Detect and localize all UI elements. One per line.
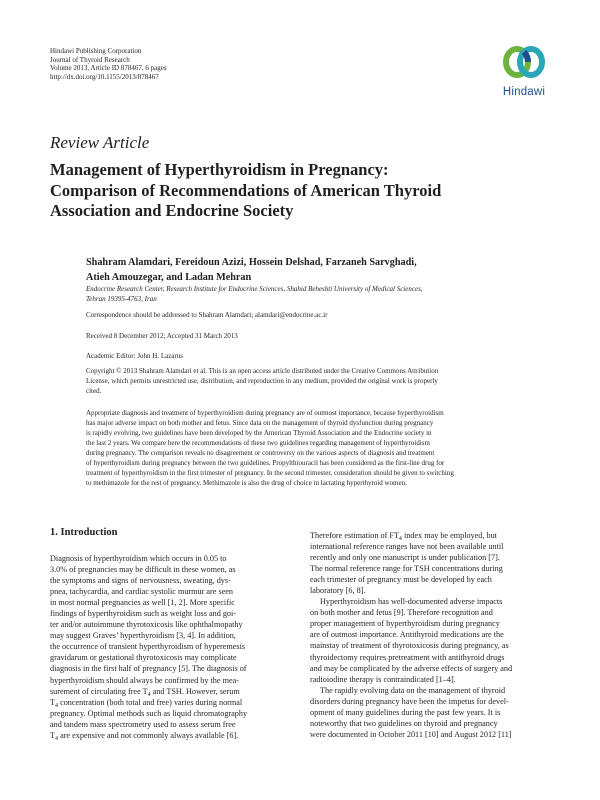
body-text-line [310,596,550,607]
affiliation-line: Tehran 19395-4763, Iran [86,294,157,303]
body-text: are of outmost importance. Antithyroid medications are the [310,630,504,640]
volume-info: Volume 2013, Article ID 878467, 6 pages [50,64,167,73]
body-text: proper management of hyperthyroidism during pregnancy [310,619,500,629]
abstract-line: Appropriate diagnosis and treatment of hyperthyroidism during pregnancy are of outmost importance, because hyperthyroidism [86,409,444,417]
body-text-line [310,563,550,574]
journal-name: Journal of Thyroid Research [50,55,130,64]
copyright-line: cited. [86,386,102,395]
body-text-line [50,597,290,608]
body-text: hyperthyroidism should always be confirmed by the mea- [50,675,239,685]
subscript: 4 [398,536,402,542]
body-text: surement of circulating free T [50,686,148,696]
author-line: Shahram Alamdari, Fereidoun Azizi, Hossein Delshad, Farzaneh Sarvghadi, [86,257,417,268]
body-text-line [310,685,550,696]
affiliation-line: Endocrine Research Center, Research Institute for Endocrine Sciences, Shahid Beheshti University of Medical Sciences, [86,285,423,293]
body-text-line [310,696,550,707]
abstract-line: treatment of hyperthyroidism in the first trimester of pregnancy. In the second trimester, consideration should be given to switching [86,468,454,477]
copyright-line: Copyright © 2013 Shahram Alamdari et al. This is an open access article distributed under the Creative Commons Attribution [86,367,439,375]
body-text-line [310,707,550,718]
body-text-line [310,718,550,729]
body-text: Hyperthyroidism has well-documented adverse impacts [320,597,503,607]
body-text-line [50,697,290,708]
body-text-line [50,719,290,730]
left-column [50,553,290,741]
body-text: thyroidectomy requires pretreatment with antithyroid drugs [310,652,505,662]
body-text-line [50,663,290,674]
body-text-line [50,630,290,641]
correspondence: Correspondence should be addressed to Shahram Alamdari; alamdari@endocrine.ac.ir [86,311,328,319]
body-text: T [50,730,56,740]
body-text: pnea, tachycardia, and cardiac systolic murmur are seen [50,587,233,597]
title-line: Association and Endocrine Society [50,201,294,220]
body-text-line [50,619,290,630]
body-text: index may be employed, but [401,531,497,540]
body-text: each trimester of pregnancy must be developed by each [310,575,492,585]
section-heading-introduction: 1. Introduction [50,527,118,538]
hindawi-logo [490,40,558,104]
body-text: concentration (both total and free) varies during normal [58,697,243,707]
logo-wordmark: Hindawi [502,86,546,98]
author-line: Atieh Amouzegar, and Ladan Mehran [86,271,252,283]
body-text: are expensive and not commonly always available [6]. [58,730,239,740]
abstract-line: the last 2 years. We compare here the recommendations of these two guidelines regarding management of hyperthyroidism [86,438,430,447]
subscript: 4 [55,702,59,709]
doi-link[interactable]: http://dx.doi.org/10.1155/2013/878467 [50,72,159,81]
body-text: in most normal pregnancies as well [1, 2]. More specific [50,598,235,608]
body-text-line [50,575,290,586]
body-text-line [50,553,290,564]
body-text-line [50,564,290,575]
body-text: Therefore estimation of FT [310,531,399,540]
body-text: the symptoms and signs of nervousness, sweating, dys- [50,576,231,586]
body-text-line [310,629,550,640]
body-text-line [310,640,550,651]
subscript: 4 [55,735,59,742]
body-text-line [50,730,290,741]
body-text: T [50,697,56,707]
body-text-line [310,530,550,541]
body-text: were documented in October 2011 [10] and August 2012 [11] [310,729,512,739]
publisher-info [50,47,167,81]
body-text: mainstay of treatment of thyrotoxicosis during pregnancy, as [310,641,509,651]
subscript: 4 [147,691,151,698]
title-line: Management of Hyperthyroidism in Pregnancy: [50,160,389,179]
body-text: laboratory [6, 8]. [310,586,366,596]
body-text-line [310,674,550,685]
body-text: and may be complicated by the adverse effects of surgery and [310,663,513,673]
body-text-line [50,652,290,663]
body-text: diagnosis in the first half of pregnancy [5]. The diagnosis of [50,664,247,674]
body-text: 3.0% of pregnancies may be difficult in these women, as [50,565,236,575]
affiliation [86,285,423,304]
received-accepted-dates: Received 8 December 2012; Accepted 31 March 2013 [86,332,238,340]
title-line: Comparison of Recommendations of American Thyroid [50,180,442,200]
body-text-line [310,574,550,585]
body-text: the occurrence of transient hyperthyroidism of hyperemesis [50,642,246,652]
body-text-line [310,585,550,596]
article-type: Review Article [50,133,150,152]
publisher-name: Hindawi Publishing Corporation [50,47,142,55]
abstract-line: during pregnancy. The comparison reveals no disagreement or controversy on the various aspects of diagnosis and treatment [86,448,435,457]
body-text-line [310,652,550,663]
body-text-line [310,729,550,740]
body-text: on both mother and fetus [9]. Therefore recognition and [310,608,493,618]
body-text-line [50,686,290,697]
body-text: international reference ranges have not been available until [310,542,504,552]
body-text-line [310,618,550,629]
body-text: ter and/or autoimmune thyrotoxicosis like ophthalmopathy [50,620,243,630]
academic-editor: Academic Editor: John H. Lazarus [86,352,183,360]
right-column [310,530,550,740]
body-text: Diagnosis of hyperthyroidism which occurs in 0.05 to [50,554,227,563]
body-text: recently and only one manuscript is under publication [7]. [310,553,500,563]
body-text: and tandem mass spectrometry used to assess serum free [50,719,236,729]
body-text-line [50,708,290,719]
body-text: findings of hyperthyroidism such as weight loss and goi- [50,609,237,619]
abstract-line: of hyperthyroidism during pregnancy between the two guidelines. Propylthiouracil has been considered as the first-line drug for [86,458,445,467]
author-list [86,256,556,285]
copyright-line: License, which permits unrestricted use, distribution, and reproduction in any medium, provided the original work is properly [86,376,438,385]
body-text: pregnancy. Optimal methods such as liquid chromatography [50,708,248,718]
body-text: and TSH. However, serum [150,686,240,696]
hindawi-logo-icon [501,40,547,84]
body-text-line [310,552,550,563]
body-text-line [50,675,290,686]
body-text: disorders during pregnancy have been the impetus for devel- [310,696,509,706]
abstract-line: is rapidly evolving, two guidelines have been developed by the American Thyroid Association and the Endocrine society in [86,428,432,437]
body-text: noteworthy that two guidelines on thyroid and pregnancy [310,718,498,728]
abstract [86,409,550,489]
body-text: The rapidly evolving data on the management of thyroid [320,685,506,695]
body-text: radioiodine therapy is contraindicated [1–4]. [310,674,456,684]
body-text-line [50,586,290,597]
body-text: may suggest Graves’ hyperthyroidism [3, 4]. In addition, [50,631,236,641]
copyright-notice [86,367,550,396]
body-text-line [50,641,290,652]
abstract-line: to methimazole for the rest of pregnancy. Methimazole is also the drug of choice in lactating hyperthyroid women. [86,478,407,487]
body-text: gravidarum or gestational thyrotoxicosis may complicate [50,653,237,663]
body-text: The normal reference range for TSH concentrations during [310,564,503,574]
article-title [50,160,520,222]
body-text: opment of many guidelines during the past few years. It is [310,707,501,717]
body-text-line [310,541,550,552]
body-text-line [310,607,550,618]
body-text-line [310,663,550,674]
body-text-line [50,608,290,619]
abstract-line: has major adverse impact on both mother and fetus. Since data on the management of thyroid dysfunction during pregnancy [86,418,434,427]
